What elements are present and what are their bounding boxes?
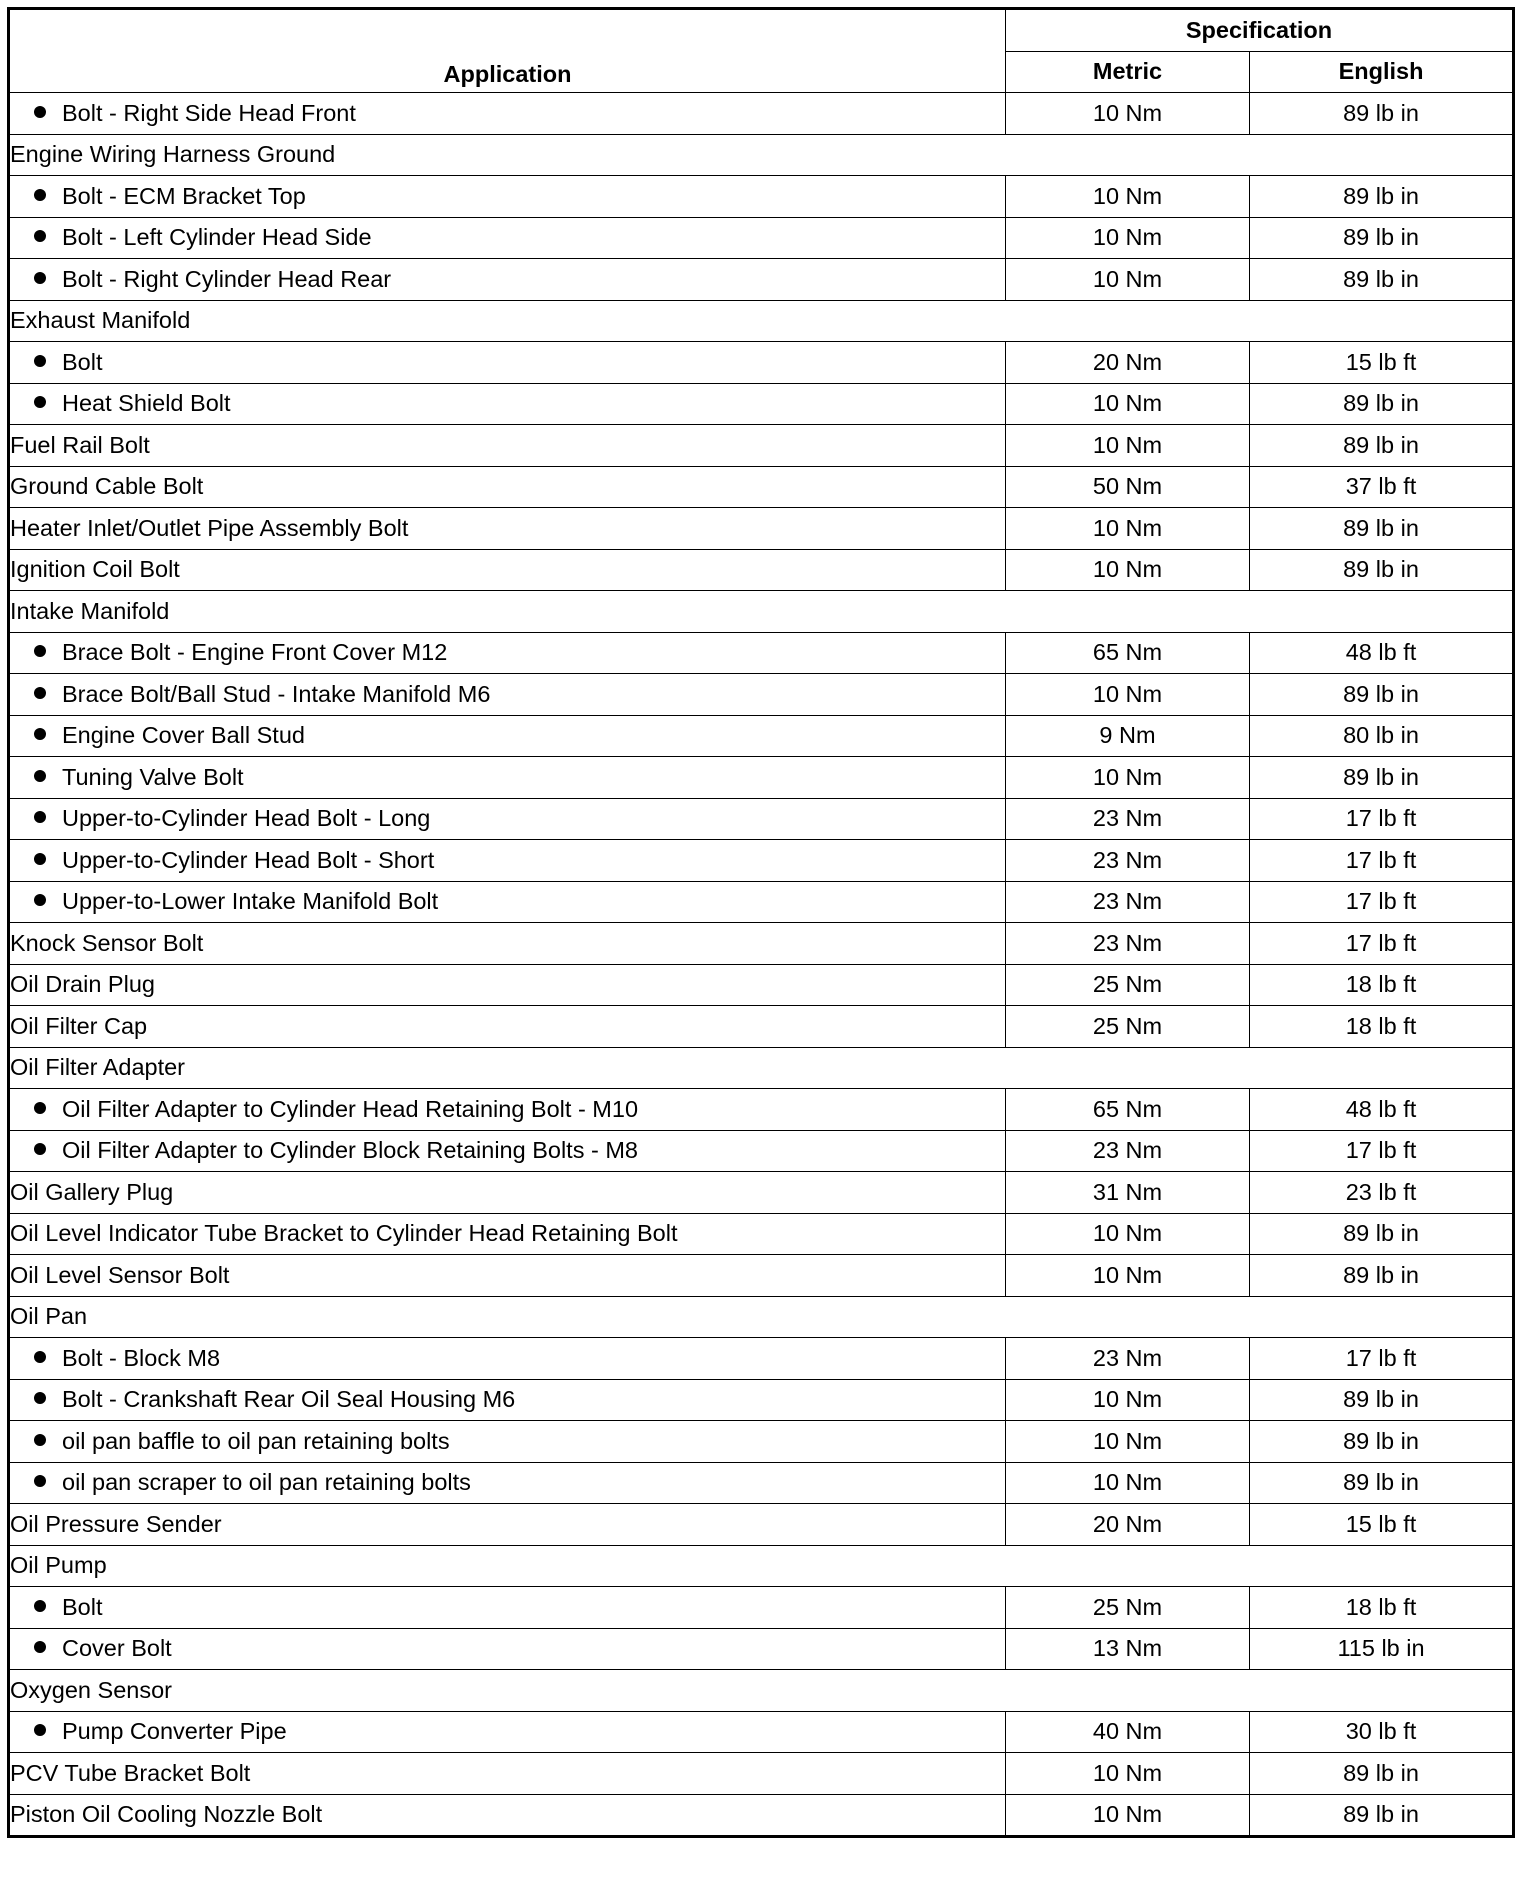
header-row-top <box>9 9 1514 52</box>
metric-cell: 50 Nm <box>1006 466 1250 508</box>
application-label: Oil Pump <box>10 1552 107 1578</box>
application-cell <box>9 93 1006 135</box>
english-cell: 89 lb in <box>1250 93 1514 135</box>
metric-cell: 10 Nm <box>1006 1794 1250 1837</box>
english-cell: 89 lb in <box>1250 549 1514 591</box>
application-cell <box>9 1711 1006 1753</box>
application-cell <box>9 1753 1006 1795</box>
english-cell: 18 lb ft <box>1250 1587 1514 1629</box>
table-row <box>9 1130 1514 1172</box>
application-cell <box>9 217 1006 259</box>
application-cell <box>9 508 1006 550</box>
english-cell: 48 lb ft <box>1250 632 1514 674</box>
application-header: Application <box>9 9 1006 93</box>
metric-cell: 10 Nm <box>1006 1255 1250 1297</box>
english-cell: 17 lb ft <box>1250 881 1514 923</box>
english-cell: 115 lb in <box>1250 1628 1514 1670</box>
english-cell: 37 lb ft <box>1250 466 1514 508</box>
application-cell <box>9 300 1514 342</box>
application-cell <box>9 1213 1006 1255</box>
application-cell <box>9 1794 1006 1837</box>
application-label: Oil Filter Adapter <box>10 1054 186 1080</box>
application-cell <box>9 466 1006 508</box>
application-label: Exhaust Manifold <box>10 307 191 333</box>
table-row <box>9 1421 1514 1463</box>
metric-cell: 20 Nm <box>1006 1504 1250 1546</box>
application-cell <box>9 1255 1006 1297</box>
application-label: Brace Bolt - Engine Front Cover M12 <box>62 639 448 665</box>
metric-cell: 23 Nm <box>1006 798 1250 840</box>
metric-cell: 25 Nm <box>1006 1006 1250 1048</box>
metric-cell: 10 Nm <box>1006 549 1250 591</box>
metric-cell: 10 Nm <box>1006 508 1250 550</box>
table-row <box>9 923 1514 965</box>
application-cell <box>9 923 1006 965</box>
application-label: Engine Wiring Harness Ground <box>10 141 336 167</box>
metric-cell: 10 Nm <box>1006 93 1250 135</box>
bullet-icon <box>34 645 46 657</box>
table-row <box>9 217 1514 259</box>
application-cell <box>9 881 1006 923</box>
english-cell: 89 lb in <box>1250 259 1514 301</box>
application-label: Heater Inlet/Outlet Pipe Assembly Bolt <box>10 514 409 541</box>
bullet-icon <box>34 355 46 367</box>
group-row <box>9 591 1514 633</box>
metric-cell: 10 Nm <box>1006 259 1250 301</box>
application-cell <box>9 1047 1514 1089</box>
english-cell: 89 lb in <box>1250 1753 1514 1795</box>
application-label: Bolt - ECM Bracket Top <box>62 182 306 209</box>
table-row <box>9 1338 1514 1380</box>
application-cell <box>9 134 1514 176</box>
metric-cell: 31 Nm <box>1006 1172 1250 1214</box>
application-cell <box>9 1587 1006 1629</box>
table-row <box>9 383 1514 425</box>
table-row <box>9 1089 1514 1131</box>
application-label: Tuning Valve Bolt <box>62 763 244 790</box>
english-cell: 17 lb ft <box>1250 840 1514 882</box>
metric-cell: 23 Nm <box>1006 840 1250 882</box>
metric-cell: 10 Nm <box>1006 383 1250 425</box>
english-cell: 89 lb in <box>1250 1794 1514 1837</box>
bullet-icon <box>34 687 46 699</box>
application-cell <box>9 1670 1514 1712</box>
table-row <box>9 176 1514 218</box>
table-row <box>9 1504 1514 1546</box>
bullet-icon <box>34 1475 46 1487</box>
metric-cell: 13 Nm <box>1006 1628 1250 1670</box>
english-cell: 18 lb ft <box>1250 964 1514 1006</box>
application-label: Oil Level Indicator Tube Bracket to Cylinder Head Retaining Bolt <box>10 1220 678 1246</box>
table-row <box>9 1794 1514 1837</box>
application-label: oil pan baffle to oil pan retaining bolts <box>62 1427 450 1454</box>
application-label: Oil Pan <box>10 1303 88 1329</box>
table-row <box>9 1462 1514 1504</box>
english-cell: 17 lb ft <box>1250 1130 1514 1172</box>
application-label: Intake Manifold <box>10 597 170 624</box>
metric-cell: 10 Nm <box>1006 1213 1250 1255</box>
application-cell <box>9 1421 1006 1463</box>
table-row <box>9 757 1514 799</box>
bullet-icon <box>34 1641 46 1653</box>
bullet-icon <box>34 728 46 740</box>
bullet-icon <box>34 1600 46 1612</box>
table-row <box>9 93 1514 135</box>
specification-header: Specification <box>1006 9 1514 52</box>
application-cell <box>9 1172 1006 1214</box>
group-row <box>9 1545 1514 1587</box>
english-cell: 89 lb in <box>1250 217 1514 259</box>
application-label: Oil Filter Adapter to Cylinder Head Retaining Bolt - M10 <box>62 1095 639 1122</box>
application-cell <box>9 1296 1514 1338</box>
application-label: Bolt - Block M8 <box>62 1344 221 1371</box>
english-header: English <box>1250 51 1514 93</box>
table-row <box>9 715 1514 757</box>
application-label: Oil Level Sensor Bolt <box>10 1261 230 1288</box>
english-cell: 89 lb in <box>1250 1213 1514 1255</box>
application-cell <box>9 1628 1006 1670</box>
english-cell: 89 lb in <box>1250 1255 1514 1297</box>
table-row <box>9 1006 1514 1048</box>
application-cell <box>9 798 1006 840</box>
application-label: Engine Cover Ball Stud <box>62 722 305 748</box>
table-row <box>9 1379 1514 1421</box>
application-cell <box>9 591 1514 633</box>
bullet-icon <box>34 396 46 408</box>
metric-cell: 23 Nm <box>1006 1338 1250 1380</box>
application-label: Oil Pressure Sender <box>10 1510 222 1537</box>
group-row <box>9 134 1514 176</box>
table-row <box>9 632 1514 674</box>
english-cell: 89 lb in <box>1250 176 1514 218</box>
application-cell <box>9 176 1006 218</box>
table-row <box>9 1172 1514 1214</box>
table-row <box>9 674 1514 716</box>
application-label: Cover Bolt <box>62 1635 172 1661</box>
torque-spec-table <box>7 7 1515 1838</box>
table-row <box>9 840 1514 882</box>
application-label: Bolt - Crankshaft Rear Oil Seal Housing M6 <box>62 1386 516 1412</box>
group-row <box>9 1670 1514 1712</box>
bullet-icon <box>34 853 46 865</box>
table-row <box>9 342 1514 384</box>
application-cell <box>9 383 1006 425</box>
table-row <box>9 1753 1514 1795</box>
application-cell <box>9 715 1006 757</box>
application-label: Ground Cable Bolt <box>10 473 204 499</box>
application-label: Ignition Coil Bolt <box>10 556 180 582</box>
metric-cell: 10 Nm <box>1006 425 1250 467</box>
application-label: Upper-to-Lower Intake Manifold Bolt <box>62 888 439 914</box>
bullet-icon <box>34 189 46 201</box>
metric-cell: 10 Nm <box>1006 1753 1250 1795</box>
table-row <box>9 964 1514 1006</box>
application-label: Fuel Rail Bolt <box>10 431 150 458</box>
metric-cell: 10 Nm <box>1006 674 1250 716</box>
table-body <box>9 93 1514 1837</box>
application-cell <box>9 1379 1006 1421</box>
application-label: Bolt <box>62 348 103 375</box>
application-cell <box>9 1130 1006 1172</box>
metric-cell: 10 Nm <box>1006 1421 1250 1463</box>
table-row <box>9 466 1514 508</box>
group-row <box>9 1296 1514 1338</box>
bullet-icon <box>34 1351 46 1363</box>
english-cell: 89 lb in <box>1250 425 1514 467</box>
bullet-icon <box>34 1392 46 1404</box>
english-cell: 17 lb ft <box>1250 1338 1514 1380</box>
table-row <box>9 508 1514 550</box>
english-cell: 18 lb ft <box>1250 1006 1514 1048</box>
bullet-icon <box>34 894 46 906</box>
table-row <box>9 1255 1514 1297</box>
english-cell: 89 lb in <box>1250 1462 1514 1504</box>
table-row <box>9 881 1514 923</box>
bullet-icon <box>34 770 46 782</box>
group-row <box>9 300 1514 342</box>
bullet-icon <box>34 1102 46 1114</box>
english-cell: 89 lb in <box>1250 383 1514 425</box>
application-label: Upper-to-Cylinder Head Bolt - Short <box>62 846 435 873</box>
application-cell <box>9 425 1006 467</box>
english-cell: 89 lb in <box>1250 508 1514 550</box>
application-cell <box>9 1338 1006 1380</box>
english-cell: 89 lb in <box>1250 674 1514 716</box>
application-cell <box>9 1006 1006 1048</box>
application-label: Oxygen Sensor <box>10 1676 172 1703</box>
table-row <box>9 259 1514 301</box>
application-label: Knock Sensor Bolt <box>10 929 204 956</box>
english-cell: 89 lb in <box>1250 1421 1514 1463</box>
bullet-icon <box>34 1724 46 1736</box>
application-label: PCV Tube Bracket Bolt <box>10 1759 251 1786</box>
english-cell: 48 lb ft <box>1250 1089 1514 1131</box>
metric-cell: 25 Nm <box>1006 964 1250 1006</box>
metric-header: Metric <box>1006 51 1250 93</box>
metric-cell: 9 Nm <box>1006 715 1250 757</box>
table-row <box>9 1213 1514 1255</box>
bullet-icon <box>34 106 46 118</box>
application-label: Oil Drain Plug <box>10 971 155 997</box>
metric-cell: 23 Nm <box>1006 923 1250 965</box>
english-cell: 80 lb in <box>1250 715 1514 757</box>
table-row <box>9 1587 1514 1629</box>
table-row <box>9 1711 1514 1753</box>
table-row <box>9 549 1514 591</box>
group-row <box>9 1047 1514 1089</box>
application-cell <box>9 757 1006 799</box>
table-row <box>9 425 1514 467</box>
application-cell <box>9 1462 1006 1504</box>
application-cell <box>9 964 1006 1006</box>
application-cell <box>9 342 1006 384</box>
application-label: Oil Filter Cap <box>10 1012 148 1039</box>
application-label: Bolt - Left Cylinder Head Side <box>62 224 372 250</box>
english-cell: 30 lb ft <box>1250 1711 1514 1753</box>
metric-cell: 10 Nm <box>1006 1379 1250 1421</box>
application-cell <box>9 632 1006 674</box>
metric-cell: 65 Nm <box>1006 632 1250 674</box>
english-cell: 17 lb ft <box>1250 923 1514 965</box>
metric-cell: 65 Nm <box>1006 1089 1250 1131</box>
english-cell: 17 lb ft <box>1250 798 1514 840</box>
application-label: Heat Shield Bolt <box>62 390 231 416</box>
application-cell <box>9 840 1006 882</box>
application-label: Upper-to-Cylinder Head Bolt - Long <box>62 805 431 831</box>
metric-cell: 23 Nm <box>1006 1130 1250 1172</box>
application-label: Bolt - Right Cylinder Head Rear <box>62 265 392 292</box>
application-label: Pump Converter Pipe <box>62 1718 287 1744</box>
english-cell: 15 lb ft <box>1250 342 1514 384</box>
metric-cell: 20 Nm <box>1006 342 1250 384</box>
english-cell: 89 lb in <box>1250 757 1514 799</box>
application-cell <box>9 1504 1006 1546</box>
bullet-icon <box>34 811 46 823</box>
application-label: Piston Oil Cooling Nozzle Bolt <box>10 1801 323 1827</box>
application-label: Oil Gallery Plug <box>10 1178 174 1205</box>
table-row <box>9 1628 1514 1670</box>
metric-cell: 10 Nm <box>1006 757 1250 799</box>
metric-cell: 10 Nm <box>1006 1462 1250 1504</box>
bullet-icon <box>34 230 46 242</box>
table-header <box>9 9 1514 93</box>
application-cell <box>9 674 1006 716</box>
application-cell <box>9 1545 1514 1587</box>
application-label: Bolt - Right Side Head Front <box>62 99 356 126</box>
metric-cell: 25 Nm <box>1006 1587 1250 1629</box>
metric-cell: 10 Nm <box>1006 217 1250 259</box>
application-label: Oil Filter Adapter to Cylinder Block Retaining Bolts - M8 <box>62 1137 638 1163</box>
bullet-icon <box>34 1143 46 1155</box>
metric-cell: 40 Nm <box>1006 1711 1250 1753</box>
application-label: oil pan scraper to oil pan retaining bolts <box>62 1469 471 1495</box>
english-cell: 89 lb in <box>1250 1379 1514 1421</box>
application-label: Brace Bolt/Ball Stud - Intake Manifold M6 <box>62 680 491 707</box>
bullet-icon <box>34 272 46 284</box>
table-row <box>9 798 1514 840</box>
application-cell <box>9 259 1006 301</box>
application-cell <box>9 1089 1006 1131</box>
metric-cell: 23 Nm <box>1006 881 1250 923</box>
metric-cell: 10 Nm <box>1006 176 1250 218</box>
bullet-icon <box>34 1434 46 1446</box>
english-cell: 15 lb ft <box>1250 1504 1514 1546</box>
application-cell <box>9 549 1006 591</box>
english-cell: 23 lb ft <box>1250 1172 1514 1214</box>
application-label: Bolt <box>62 1593 103 1620</box>
